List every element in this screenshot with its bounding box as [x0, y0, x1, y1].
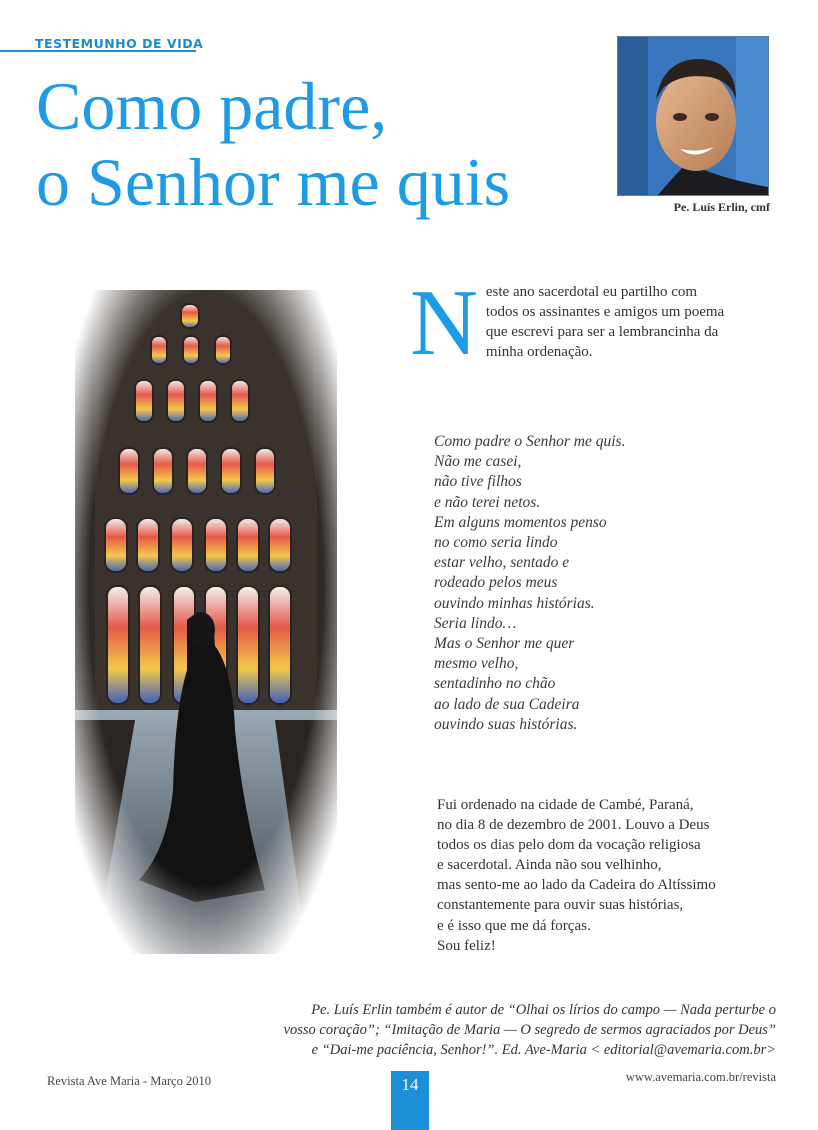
footnote-line: Pe. Luís Erlin também é autor de “Olhai os lírios do campo — Nada perturbe o: [311, 1002, 776, 1018]
footer-publication: Revista Ave Maria - Março 2010: [47, 1074, 211, 1088]
author-footnote: [176, 1000, 776, 1060]
poem-line: Não me casei,: [434, 453, 522, 471]
poem-line: estar velho, sentado e: [434, 554, 570, 572]
poem-line: ao lado de sua Cadeira: [434, 695, 580, 713]
poem-line: não tive filhos: [434, 473, 522, 491]
closing-paragraph: [437, 795, 757, 956]
poem-line: ouvindo suas histórias.: [434, 715, 578, 733]
poem-line: Em alguns momentos penso: [434, 513, 607, 531]
closing-line: no dia 8 de dezembro de 2001. Louvo a Deus: [437, 817, 710, 834]
footnote-line: vosso coração”; “Imitação de Maria — O segredo de sermos agraciados por Deus”: [283, 1022, 776, 1038]
article-title: [36, 68, 606, 220]
poem-line: Seria lindo…: [434, 614, 517, 632]
intro-paragraph: [410, 271, 730, 375]
closing-line: todos os dias pelo dom da vocação religiosa: [437, 837, 701, 854]
poem-line: mesmo velho,: [434, 655, 519, 673]
closing-line: Fui ordenado na cidade de Cambé, Paraná,: [437, 797, 694, 813]
church-photo: [75, 290, 337, 954]
poem-line: rodeado pelos meus: [434, 574, 558, 592]
closing-line: e é isso que me dá forças.: [437, 917, 591, 934]
closing-line: constantemente para ouvir suas histórias,: [437, 897, 684, 914]
closing-line: Sou feliz!: [437, 937, 496, 954]
poem-line: e não terei netos.: [434, 493, 541, 511]
closing-line: e sacerdotal. Ainda não sou velhinho,: [437, 857, 662, 874]
section-label: TESTEMUNHO DE VIDA: [35, 36, 204, 51]
drop-cap: N: [410, 271, 478, 375]
author-photo: [617, 36, 769, 196]
poem-line: Como padre o Senhor me quis.: [434, 433, 626, 450]
poem-line: no como seria lindo: [434, 534, 558, 552]
title-line-1: Como padre,: [36, 68, 388, 144]
poem-line: Mas o Senhor me quer: [434, 635, 575, 653]
page-number: 14: [391, 1071, 429, 1130]
poem: [434, 432, 794, 735]
title-line-2: o Senhor me quis: [36, 144, 511, 220]
intro-text: este ano sacerdotal eu partilho com todos os assinantes e amigos um poema que escrevi para ser a lembrancinha da minha ordenação.: [485, 284, 725, 360]
footer-website: www.avemaria.com.br/revista: [625, 1070, 776, 1084]
closing-line: mas sento-me ao lado da Cadeira do Altíssimo: [437, 877, 716, 894]
poem-line: ouvindo minhas histórias.: [434, 594, 595, 612]
author-caption: Pe. Luís Erlin, cmf: [673, 200, 770, 214]
footnote-line: e “Dai-me paciência, Senhor!”. Ed. Ave-Maria < editorial@avemaria.com.br>: [311, 1042, 776, 1058]
poem-line: sentadinho no chão: [434, 675, 556, 693]
